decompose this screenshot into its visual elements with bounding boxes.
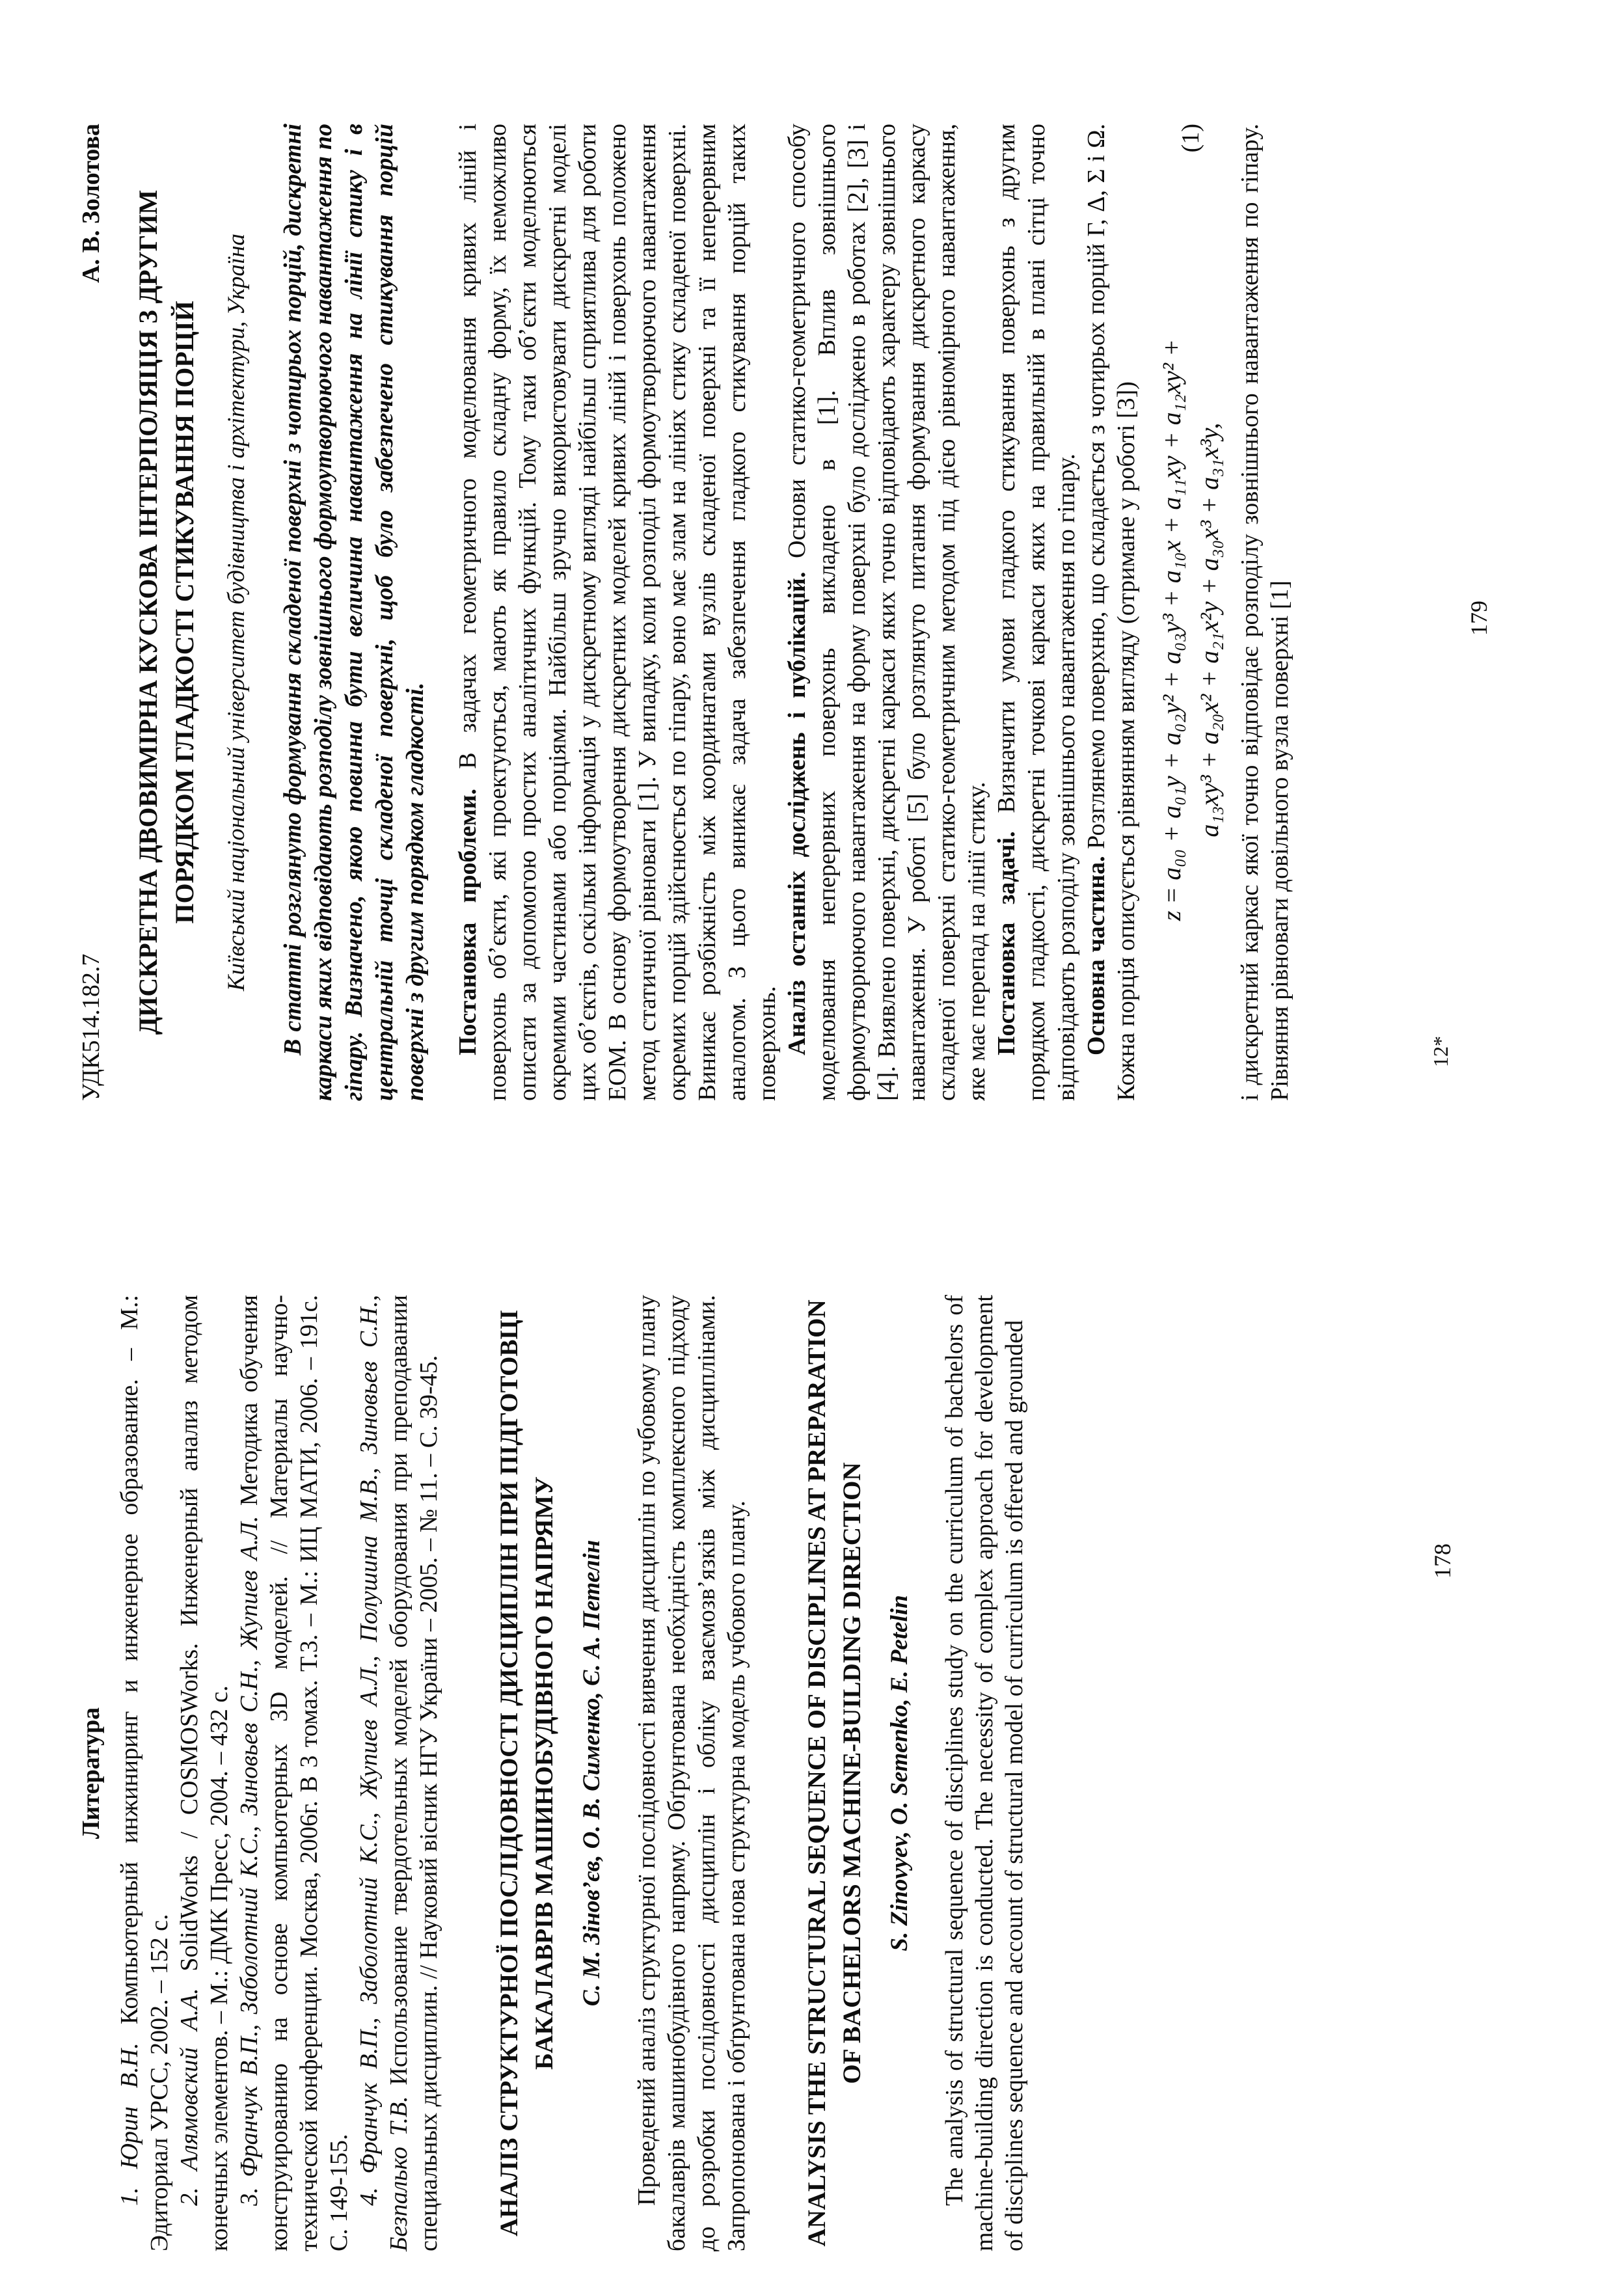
reference-authors: 1. Юрин В.Н.: [116, 2043, 143, 2206]
abstract-en: The analysis of structural sequence of disciplines study on the curriculum of bachelors of machine-building direction is conducted. The necessity of complex approach for development of disciplines sequence and account of structural model of curriculum is offered and grounded: [941, 1295, 1028, 2251]
article-title: ДИСКРЕТНА ДВОВИМІРНА КУСКОВА ІНТЕРПОЛЯЦІЯ З ДРУГИМ ПОРЯДКОМ ГЛАДКОСТІ СТИКУВАННЯ ПОРЦІЙ: [133, 189, 199, 1035]
author-name: А. В. Золотова: [77, 124, 105, 283]
authors-en: S. Zinovyev, O. Semenko, E. Petelin: [886, 1595, 913, 1951]
paragraph-text: Визначити умови гладкого стикування поверхонь з другим порядком гладкості, дискретні точкові каркаси яких на правильній в плані сітці точно відповідають розподілу зовнішнього навантаження по гіпару.: [993, 124, 1080, 1101]
formula-line-1: z = a₀₀ + a₀₁y + a₀₂y² + a₀₃y³ + a₁₀x + a₁₁xy + a₁₂xy² +: [1157, 339, 1186, 921]
page-number-178: 178: [1429, 1543, 1455, 1579]
reference-item: [354, 1295, 444, 2251]
reference-item: [174, 1295, 234, 2251]
section-paragraph: [992, 124, 1081, 1101]
section-paragraph: і дискретний каркас якої точно відповідає розподілу зовнішнього навантаження по гіпару. Рівняння рівноваги довільного вузла поверхні [1]: [1236, 124, 1293, 1101]
section-paragraph: [782, 124, 992, 1101]
page-178-sheet: [0, 1140, 1624, 2280]
formula-lines: [1153, 159, 1228, 1101]
paragraph-lead: Постановка проблеми.: [454, 788, 481, 1055]
paragraph-text: Розглянемо поверхню, що складається з чотирьох порцій Г, Δ, Σ і Ω. Кожна порція описується рівнянням вигляду (отримане у роботі [3]): [1083, 123, 1140, 1101]
printers-mark: 12*: [1429, 1036, 1452, 1067]
formula-line-2: a₁₃xy³ + a₂₀x² + a₂₁x²y + a₃₀x³ + a₃₁x³y,: [1195, 422, 1224, 837]
reference-authors: 4. Франчук В.П., Заболотний К.С., Жупиев А.Л., Полушина М.В., Зиновьев С.Н., Безпалько Т.В.: [355, 1295, 413, 2251]
abstract-ua: Проведений аналіз структурної послідовності вивчення дисциплін по учбовому плану бакалаврів машинобудівного напряму. Обґрунтована необхідність комплексного підходу до розробки послідовності дисциплін і обліку взаємозв’язків між дисциплінами. Запропонована і обґрунтована нова структурна модель учбового плану.: [633, 1295, 750, 2251]
article-title-ua: АНАЛІЗ СТРУКТУРНОЇ ПОСЛІДОВНОСТІ ДИСЦИПЛІН ПРИ ПІДГОТОВЦІ БАКАЛАВРІВ МАШИНОБУДІВНОГО НАПРЯМУ: [495, 1310, 558, 2237]
article-title-en: ANALYSIS THE STRUCTURAL SEQUENCE OF DISCIPLINES AT PREPARATION OF BACHELORS MACHINE-BUILDING DIRECTION: [803, 1299, 866, 2247]
formula: [1153, 124, 1228, 1101]
reference-text: SolidWorks / COSMOSWorks. Инженерный анализ методом конечных элементов. – М.: ДМК Пресс, 2004. – 432 с.: [176, 1295, 233, 2251]
authors-ua: С. М. Зінов’єв, О. В. Сименко, Є. А. Петелін: [578, 1540, 605, 2007]
reference-text: Методика обучения конструированию на основе компьютерных 3D моделей. // Материалы научно-технической конференции. Москва, 2006г. В 3 томах. Т.3. – М.: ИЦ МАТИ, 2006. – 191с. С. 149-155.: [236, 1295, 353, 2251]
paragraph-lead: Постановка задачі.: [993, 831, 1020, 1055]
affiliation-line: Київський національний університет будівництва і архітектури, Україна: [223, 233, 250, 992]
equation-number: (1): [1177, 124, 1204, 153]
reference-text: Компьютерный инжиниринг и инженерное образование. – М.: Эдиториал УРСС, 2002. – 152 с.: [116, 1294, 173, 2251]
reference-item: [234, 1295, 354, 2251]
paragraph-text: В задачах геометричного моделювання кривих ліній і поверхонь об’єкти, які проектуються, мають як правило складну форму, їх неможливо описати за допомогою простих аналітичних функцій. Тому таки об’єкти моделюються окремими частинами або порціями. Найбільш зручно використовувати дискретні моделі цих об’єктів, оскільки інформація у дискретному вигляді найбільш сприятлива для роботи ЕОМ. В основу формоутворення дискретних моделей кривих ліній і поверхонь положено метод статичної рівноваги [1]. У випадку, коли розподіл формоутворюючого навантаження окремих порцій здійснюється по гіпару, воно має злам на лініях стику складеної поверхні. Виникає розбіжність між координатами вузлів складеної поверхні та її неперервним аналогом. З цього виникає задача забезпечення гладкого стикування порцій таких поверхонь.: [454, 124, 781, 1101]
section-paragraph: [453, 124, 782, 1101]
reference-item: [115, 1295, 174, 2251]
paragraph-lead: Аналіз останніх досліджень і публікацій.: [783, 571, 811, 1055]
reference-text: Использование твердотельных моделей оборудования при преподавании специальных дисциплин. // Науковий вісник НГУ України – 2005. – № 11. – С. 39-45.: [385, 1295, 442, 2251]
page-178: [0, 1140, 1624, 2280]
page-header: [77, 124, 105, 1101]
paragraph-lead: Основна частина.: [1083, 856, 1110, 1055]
reference-authors: 3. Франчук В.П., Заболотний К.С., Зиновьев С.Н., Жупиев А.Л.: [236, 1515, 263, 2206]
reference-authors: 2. Алямовский А.А.: [176, 1988, 203, 2206]
udk-label: УДК514.182.7: [77, 953, 105, 1101]
page-number-179: 179: [1466, 601, 1492, 636]
paragraph-text: Основи статико-геометричного способу моделювання неперервних поверхонь викладено в [1]. Вплив зовнішнього формоутворюючого навантаження на форму поверхні було досліджено в роботах [2], [3] і [4]. Виявлено поверхні, дискретні каркаси яких точно відповідають характеру зовнішнього навантаження. У роботі [5] було розглянуто питання формування дискретного каркасу складеної поверхні статико-геометричним методом під дією рівномірного навантаження, яке має перепад на лінії стику.: [783, 124, 990, 1101]
article-abstract: В статті розглянуто формування складеної поверхні з чотирьох порцій, дискретні каркаси яких відповідають розподілу зовнішнього формоутворюючого навантаження по гіпару. Визначено, якою повинна бути величина навантаження на лінії стику і в центральній точці складеної поверхні, щоб було забезпечено стикування порцій поверхні з другим порядком гладкості.: [279, 124, 429, 1101]
section-paragraph: [1081, 124, 1141, 1101]
references-heading: Литература: [77, 1707, 105, 1839]
